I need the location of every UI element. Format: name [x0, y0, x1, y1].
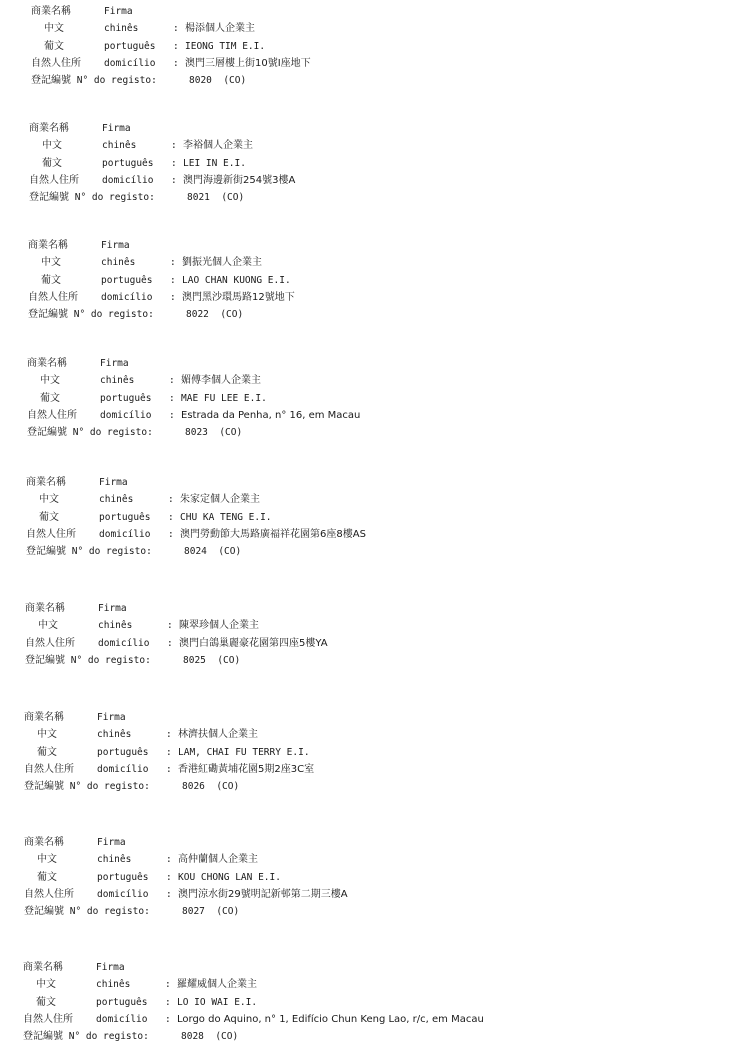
domicile-label-pt: domicílio: [97, 763, 149, 775]
domicile-label-zh: 自然人住所: [25, 637, 75, 649]
chinese-name-value: 楊添個人企業主: [185, 23, 255, 35]
registry-number: 8024 (CO): [184, 546, 242, 558]
chinese-label-pt: chinês: [97, 729, 132, 741]
registry-number: 8028 (CO): [181, 1031, 239, 1043]
domicile-value: 澳門三層樓上街10號I座地下: [185, 57, 311, 69]
colon: :: [165, 979, 171, 991]
chinese-label-zh: 中文: [40, 375, 60, 387]
firm-label-zh: 商業名稱: [29, 123, 69, 134]
domicile-label-pt: domicílio: [102, 174, 154, 186]
portuguese-label-zh: 葡文: [42, 157, 62, 169]
registry-label: [23, 1028, 149, 1045]
domicile-value: 香港紅磡黃埔花園5期2座3C室: [178, 763, 315, 775]
portuguese-label-zh: 葡文: [37, 746, 57, 758]
registry-number: 8021 (CO): [187, 192, 245, 204]
colon: :: [165, 996, 171, 1008]
firm-label-pt: Firma: [99, 477, 128, 488]
colon: :: [167, 637, 173, 649]
colon: :: [166, 888, 172, 900]
colon: :: [173, 57, 179, 69]
firm-label-zh: 商業名稱: [24, 712, 64, 723]
chinese-name-value: 林濟扶個人企業主: [178, 729, 258, 741]
registry-label: [26, 543, 152, 560]
domicile-label-pt: domicílio: [100, 409, 152, 421]
portuguese-label-pt: português: [96, 996, 148, 1008]
chinese-name-value: 羅耀威個人企業主: [177, 979, 257, 991]
chinese-name-value: 陳翠珍個人企業主: [179, 620, 259, 632]
registry-label-pt: N° do registo:: [74, 192, 155, 204]
registry-label-zh: 登記編號: [28, 309, 68, 321]
registry-label-pt: N° do registo:: [69, 906, 150, 918]
colon: :: [173, 40, 179, 52]
portuguese-name-value: KOU CHONG LAN E.I.: [178, 871, 281, 883]
portuguese-name-value: LAM, CHAI FU TERRY E.I.: [178, 746, 310, 758]
chinese-label-zh: 中文: [38, 620, 58, 632]
portuguese-label-pt: português: [102, 157, 154, 169]
firm-label-zh: 商業名稱: [23, 962, 63, 973]
domicile-label-pt: domicílio: [98, 637, 150, 649]
domicile-value: 澳門黑沙環馬路12號地下: [182, 291, 295, 303]
colon: :: [168, 528, 174, 540]
firm-label-zh: 商業名稱: [24, 837, 64, 848]
registry-label: [24, 778, 150, 795]
registry-label: [31, 72, 157, 89]
portuguese-name-value: CHU KA TENG E.I.: [180, 511, 272, 523]
registry-label-pt: N° do registo:: [71, 546, 152, 558]
portuguese-label-zh: 葡文: [36, 996, 56, 1008]
portuguese-label-zh: 葡文: [37, 871, 57, 883]
firm-label-pt: Firma: [97, 837, 126, 848]
portuguese-label-pt: português: [104, 40, 156, 52]
domicile-label-pt: domicílio: [101, 291, 153, 303]
portuguese-label-pt: português: [97, 746, 149, 758]
colon: :: [169, 409, 175, 421]
firm-label-zh: 商業名稱: [31, 6, 71, 17]
colon: :: [166, 763, 172, 775]
colon: :: [173, 23, 179, 35]
registry-label-zh: 登記編號: [24, 781, 64, 793]
domicile-label-zh: 自然人住所: [28, 291, 78, 303]
colon: :: [166, 854, 172, 866]
registry-label-zh: 登記編號: [25, 654, 65, 666]
chinese-label-pt: chinês: [100, 375, 135, 387]
chinese-label-pt: chinês: [98, 620, 133, 632]
domicile-label-zh: 自然人住所: [31, 57, 81, 69]
firm-label-pt: Firma: [96, 962, 125, 973]
portuguese-name-value: IEONG TIM E.I.: [185, 40, 266, 52]
portuguese-label-pt: português: [101, 274, 153, 286]
chinese-label-zh: 中文: [42, 140, 62, 152]
chinese-label-pt: chinês: [96, 979, 131, 991]
chinese-label-pt: chinês: [102, 140, 137, 152]
chinese-label-zh: 中文: [37, 729, 57, 741]
registry-label-zh: 登記編號: [24, 906, 64, 918]
registry-label-zh: 登記編號: [26, 546, 66, 558]
portuguese-name-value: MAE FU LEE E.I.: [181, 392, 267, 404]
chinese-label-pt: chinês: [104, 23, 139, 35]
registry-label: [29, 189, 155, 206]
registry-number: 8025 (CO): [183, 654, 241, 666]
colon: :: [171, 140, 177, 152]
colon: :: [168, 511, 174, 523]
chinese-label-zh: 中文: [39, 494, 59, 506]
domicile-value: 澳門白鴿巢麗豪花園第四座5樓YA: [179, 637, 328, 649]
colon: :: [167, 620, 173, 632]
registry-label-pt: N° do registo:: [69, 781, 150, 793]
domicile-label-pt: domicílio: [97, 888, 149, 900]
portuguese-label-pt: português: [99, 511, 151, 523]
colon: :: [169, 392, 175, 404]
colon: :: [166, 729, 172, 741]
chinese-label-zh: 中文: [37, 854, 57, 866]
domicile-value: 澳門海邊新街254號3樓A: [183, 174, 296, 186]
domicile-value: 澳門涼水街29號明記新邨第二期三樓A: [178, 888, 348, 900]
colon: :: [170, 291, 176, 303]
colon: :: [168, 494, 174, 506]
firm-label-pt: Firma: [102, 123, 131, 134]
registry-label-zh: 登記編號: [29, 192, 69, 204]
domicile-value: Estrada da Penha, n° 16, em Macau: [181, 409, 361, 421]
portuguese-label-zh: 葡文: [41, 274, 61, 286]
registry-label-zh: 登記編號: [27, 427, 67, 439]
domicile-value: 澳門勞動節大馬路廣福祥花園第6座8樓AS: [180, 528, 366, 540]
colon: :: [166, 871, 172, 883]
firm-label-pt: Firma: [104, 6, 133, 17]
chinese-label-pt: chinês: [97, 854, 132, 866]
domicile-label-zh: 自然人住所: [27, 409, 77, 421]
registry-label: [27, 424, 153, 441]
registry-label-pt: N° do registo:: [73, 309, 154, 321]
portuguese-name-value: LAO CHAN KUONG E.I.: [182, 274, 291, 286]
firm-label-pt: Firma: [100, 358, 129, 369]
portuguese-label-zh: 葡文: [44, 40, 64, 52]
colon: :: [171, 174, 177, 186]
registry-label-zh: 登記編號: [31, 75, 71, 87]
colon: :: [170, 257, 176, 269]
colon: :: [165, 1013, 171, 1025]
portuguese-name-value: LEI IN E.I.: [183, 157, 246, 169]
firm-label-zh: 商業名稱: [28, 240, 68, 251]
chinese-label-zh: 中文: [41, 257, 61, 269]
registry-label-pt: N° do registo:: [68, 1031, 149, 1043]
firm-label-zh: 商業名稱: [26, 477, 66, 488]
registry-label-pt: N° do registo:: [72, 427, 153, 439]
firm-label-zh: 商業名稱: [27, 358, 67, 369]
chinese-name-value: 高仲蘭個人企業主: [178, 854, 258, 866]
chinese-label-zh: 中文: [36, 979, 56, 991]
chinese-label-pt: chinês: [101, 257, 136, 269]
registry-number: 8020 (CO): [189, 75, 247, 87]
colon: :: [166, 746, 172, 758]
chinese-label-pt: chinês: [99, 494, 134, 506]
portuguese-label-zh: 葡文: [39, 511, 59, 523]
colon: :: [169, 375, 175, 387]
registry-label: [28, 306, 154, 323]
portuguese-name-value: LO IO WAI E.I.: [177, 996, 258, 1008]
domicile-value: Lorgo do Aquino, n° 1, Edifício Chun Keng Lao, r/c, em Macau: [177, 1013, 484, 1025]
firm-label-zh: 商業名稱: [25, 603, 65, 614]
colon: :: [170, 274, 176, 286]
chinese-label-zh: 中文: [44, 23, 64, 35]
registry-number: 8023 (CO): [185, 427, 243, 439]
domicile-label-zh: 自然人住所: [24, 763, 74, 775]
domicile-label-zh: 自然人住所: [23, 1013, 73, 1025]
domicile-label-zh: 自然人住所: [24, 888, 74, 900]
domicile-label-zh: 自然人住所: [29, 174, 79, 186]
domicile-label-zh: 自然人住所: [26, 528, 76, 540]
registry-label-pt: N° do registo:: [70, 654, 151, 666]
registry-label: [24, 903, 150, 920]
firm-label-pt: Firma: [101, 240, 130, 251]
portuguese-label-pt: português: [100, 392, 152, 404]
chinese-name-value: 媚傅李個人企業主: [181, 375, 261, 387]
domicile-label-pt: domicílio: [99, 528, 151, 540]
chinese-name-value: 劉振光個人企業主: [182, 257, 262, 269]
domicile-label-pt: domicílio: [96, 1013, 148, 1025]
firm-label-pt: Firma: [97, 712, 126, 723]
firm-label-pt: Firma: [98, 603, 127, 614]
portuguese-label-pt: português: [97, 871, 149, 883]
portuguese-label-zh: 葡文: [40, 392, 60, 404]
registry-number: 8026 (CO): [182, 781, 240, 793]
registry-label-pt: N° do registo:: [76, 75, 157, 87]
chinese-name-value: 朱家定個人企業主: [180, 494, 260, 506]
chinese-name-value: 李裕個人企業主: [183, 140, 253, 152]
colon: :: [171, 157, 177, 169]
registry-number: 8022 (CO): [186, 309, 244, 321]
domicile-label-pt: domicílio: [104, 57, 156, 69]
registry-label-zh: 登記編號: [23, 1031, 63, 1043]
registry-label: [25, 652, 151, 669]
registry-number: 8027 (CO): [182, 906, 240, 918]
